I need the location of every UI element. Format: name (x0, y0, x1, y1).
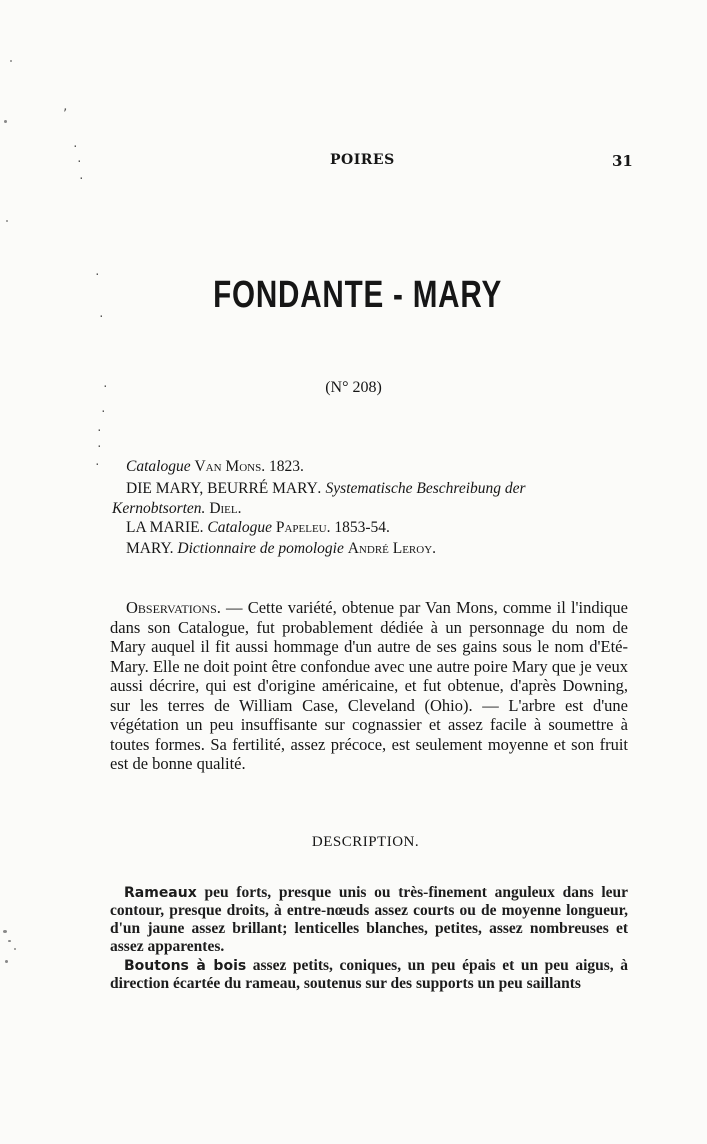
synonym-punct: . (237, 500, 242, 517)
description-text: assez petits, coniques, un peu épais et un peu aigus, à direction écartée du rameau, soutenus sur des supports un peu saillants (110, 957, 628, 992)
page-number: 31 (612, 152, 633, 170)
synonym-line-1 (126, 456, 620, 477)
synonym-author: Van Mons (194, 458, 262, 475)
synonym-name: DIE MARY, BEURRÉ MARY (126, 480, 318, 497)
synonym-line-2 (126, 478, 622, 499)
description-item (110, 884, 628, 956)
running-head (0, 152, 707, 174)
synonym-author: Papeleu (275, 519, 327, 536)
synonym-source-cont: Kernobtsorten. (112, 500, 206, 517)
description-body (110, 884, 628, 994)
description-heading: DESCRIPTION. (311, 834, 420, 850)
synonym-source: Catalogue (126, 458, 191, 475)
synonym-source: Catalogue (207, 519, 272, 536)
synonym-line-2b (112, 498, 606, 519)
synonym-line-3 (126, 517, 620, 538)
synonym-date: . 1853-54. (326, 519, 390, 536)
observations-label: Observations. (126, 598, 221, 617)
observations-paragraph (110, 598, 628, 774)
synonym-name: MARY. (126, 540, 174, 557)
page-title: FONDANTE - MARY (213, 274, 503, 316)
description-term: Rameaux (124, 885, 197, 901)
synonym-author: Diel (209, 500, 238, 517)
description-term: Boutons à bois (124, 958, 247, 974)
synonym-date: . 1823. (261, 458, 304, 475)
synonym-line-4 (126, 538, 620, 559)
variety-number: (N° 208) (325, 379, 382, 396)
synonym-name: LA MARIE. (126, 519, 204, 536)
synonym-source: . Systematische Beschreibung der (317, 480, 526, 497)
description-text: peu forts, presque unis ou très-finement anguleux dans leur contour, presque droits, à entre-nœuds assez courts ou de moyenne longueur, d'un jaune assez brillant; lenticelles blanches, petites, assez nombreuses et assez apparentes. (110, 884, 628, 955)
running-head-title: POIRES (330, 152, 395, 168)
synonym-punct: . (432, 540, 437, 557)
synonym-author: André Leroy (347, 540, 433, 557)
description-item (110, 957, 628, 993)
left-margin-marks: , · · · · · · · · · · (0, 0, 120, 1144)
observations-text: — Cette variété, obtenue par Van Mons, comme il l'indique dans son Catalogue, fut probablement dédiée à un personnage du nom de Mary auquel il fit aussi hommage d'un autre de ses gains sous le nom d'Eté-Mary. Elle ne doit point être confondue avec une autre poire Mary que je veux aussi décrire, qui est d'origine américaine, et fut obtenue, d'après Downing, sur les terres de William Case, Cleveland (Ohio). — L'arbre est d'une végétation un peu insuffisante sur cognassier et assez facile à soumettre à toutes formes. Sa fertilité, assez précoce, est seulement moyenne et son fruit est de bonne qualité. (110, 598, 628, 773)
synonym-source: Dictionnaire de pomologie (177, 540, 344, 557)
